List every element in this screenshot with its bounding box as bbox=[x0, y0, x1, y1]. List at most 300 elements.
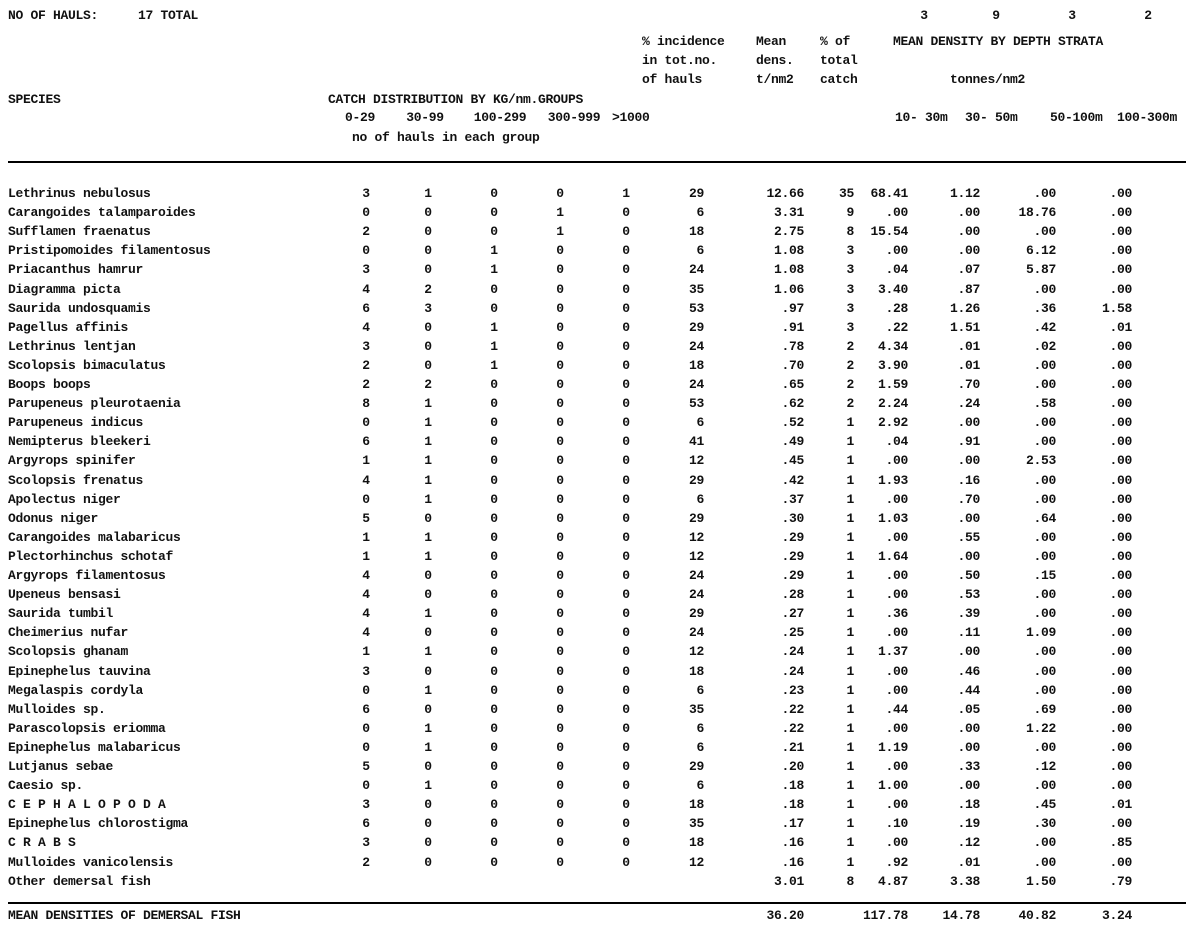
mean-density-cell: .70 bbox=[781, 358, 804, 373]
haul-count-cell: 0 bbox=[490, 568, 498, 583]
pct-catch-cell: 2 bbox=[846, 396, 854, 411]
haul-count-cell: 4 bbox=[362, 606, 370, 621]
footer-density-4: 3.24 bbox=[1101, 908, 1132, 923]
haul-count-cell: 1 bbox=[490, 339, 498, 354]
pct-catch-cell: 1 bbox=[846, 625, 854, 640]
stratum-density-cell: .00 bbox=[885, 625, 908, 640]
incidence-cell: 6 bbox=[688, 205, 704, 220]
incidence-cell: 12 bbox=[688, 549, 704, 564]
haul-count-cell: 0 bbox=[490, 721, 498, 736]
stratum-density-cell: 1.26 bbox=[949, 301, 980, 316]
mean-density-cell: .62 bbox=[781, 396, 804, 411]
haul-count-cell: 4 bbox=[362, 587, 370, 602]
stratum-density-cell: 3.40 bbox=[877, 282, 908, 297]
species-name: Scolopsis bimaculatus bbox=[8, 358, 166, 373]
incidence-header-2: in tot.no. bbox=[642, 53, 718, 68]
haul-count-cell: 0 bbox=[556, 549, 564, 564]
stratum-density-cell: 1.93 bbox=[877, 473, 908, 488]
incidence-cell: 12 bbox=[688, 453, 704, 468]
pct-catch-cell: 1 bbox=[846, 415, 854, 430]
haul-count-cell: 0 bbox=[424, 358, 432, 373]
incidence-cell: 53 bbox=[688, 301, 704, 316]
stratum-density-cell: 4.34 bbox=[877, 339, 908, 354]
haul-count-cell: 3 bbox=[362, 339, 370, 354]
haul-count-cell: 0 bbox=[424, 568, 432, 583]
stratum-density-cell: .00 bbox=[1033, 664, 1056, 679]
haul-count-cell: 0 bbox=[362, 205, 370, 220]
haul-count-cell: 0 bbox=[556, 530, 564, 545]
stratum-count-3: 3 bbox=[1068, 8, 1076, 23]
haul-count-cell: 1 bbox=[490, 243, 498, 258]
stratum-density-cell: .00 bbox=[1033, 282, 1056, 297]
haul-count-cell: 4 bbox=[362, 568, 370, 583]
pct-catch-cell: 2 bbox=[846, 339, 854, 354]
stratum-density-cell: 1.09 bbox=[1025, 625, 1056, 640]
stratum-density-cell: .00 bbox=[1033, 224, 1056, 239]
haul-count-cell: 0 bbox=[556, 358, 564, 373]
stratum-density-cell: .36 bbox=[885, 606, 908, 621]
haul-count-cell: 0 bbox=[622, 721, 630, 736]
stratum-header-1: 10- 30m bbox=[895, 110, 948, 125]
stratum-density-cell: .00 bbox=[1109, 855, 1132, 870]
pct-catch-cell: 1 bbox=[846, 664, 854, 679]
pct-catch-cell: 1 bbox=[846, 855, 854, 870]
haul-count-cell: 0 bbox=[556, 186, 564, 201]
haul-count-cell: 0 bbox=[556, 301, 564, 316]
incidence-cell: 29 bbox=[688, 186, 704, 201]
haul-count-cell: 1 bbox=[362, 644, 370, 659]
stratum-density-cell: .00 bbox=[885, 835, 908, 850]
haul-count-cell: 1 bbox=[424, 549, 432, 564]
haul-count-cell: 0 bbox=[622, 415, 630, 430]
stratum-density-cell: 1.50 bbox=[1025, 874, 1056, 889]
mean-density-cell: .16 bbox=[781, 855, 804, 870]
haul-count-cell: 0 bbox=[490, 740, 498, 755]
mean-density-cell: .20 bbox=[781, 759, 804, 774]
pct-catch-cell: 1 bbox=[846, 759, 854, 774]
stratum-density-cell: .45 bbox=[1033, 797, 1056, 812]
haul-count-cell: 0 bbox=[490, 587, 498, 602]
haul-count-cell: 0 bbox=[622, 816, 630, 831]
stratum-density-cell: .04 bbox=[885, 262, 908, 277]
species-name: Priacanthus hamrur bbox=[8, 262, 144, 277]
stratum-density-cell: .64 bbox=[1033, 511, 1056, 526]
haul-count-cell: 0 bbox=[424, 702, 432, 717]
mean-density-cell: .22 bbox=[781, 702, 804, 717]
stratum-density-cell: .01 bbox=[1109, 797, 1132, 812]
haul-count-cell: 0 bbox=[424, 816, 432, 831]
haul-count-cell: 0 bbox=[362, 740, 370, 755]
incidence-cell: 12 bbox=[688, 530, 704, 545]
stratum-density-cell: .70 bbox=[957, 492, 980, 507]
haul-count-cell: 0 bbox=[424, 320, 432, 335]
incidence-header-1: % incidence bbox=[642, 34, 725, 49]
stratum-density-cell: .00 bbox=[1109, 587, 1132, 602]
species-name: Argyrops filamentosus bbox=[8, 568, 166, 583]
stratum-density-cell: 1.19 bbox=[877, 740, 908, 755]
mean-density-cell: .23 bbox=[781, 683, 804, 698]
haul-count-cell: 0 bbox=[490, 702, 498, 717]
haul-count-cell: 0 bbox=[490, 377, 498, 392]
species-name: Sufflamen fraenatus bbox=[8, 224, 151, 239]
stratum-density-cell: .00 bbox=[1109, 625, 1132, 640]
stratum-density-cell: .00 bbox=[885, 683, 908, 698]
haul-count-cell: 0 bbox=[490, 625, 498, 640]
stratum-density-cell: .12 bbox=[1033, 759, 1056, 774]
mean-header-2: dens. bbox=[756, 53, 794, 68]
stratum-density-cell: .05 bbox=[957, 702, 980, 717]
pct-catch-cell: 1 bbox=[846, 492, 854, 507]
haul-count-cell: 3 bbox=[424, 301, 432, 316]
incidence-cell: 29 bbox=[688, 473, 704, 488]
haul-count-cell: 0 bbox=[556, 835, 564, 850]
footer-density-2: 14.78 bbox=[942, 908, 980, 923]
incidence-cell: 12 bbox=[688, 644, 704, 659]
haul-count-cell: 0 bbox=[490, 434, 498, 449]
haul-count-cell: 0 bbox=[362, 415, 370, 430]
species-name: Mulloides vanicolensis bbox=[8, 855, 174, 870]
stratum-density-cell: .12 bbox=[957, 835, 980, 850]
incidence-cell: 6 bbox=[696, 740, 704, 755]
haul-count-cell: 1 bbox=[490, 320, 498, 335]
pct-catch-cell: 1 bbox=[846, 511, 854, 526]
hauls-label: NO OF HAULS: bbox=[8, 8, 99, 23]
haul-count-cell: 1 bbox=[424, 396, 432, 411]
haul-count-cell: 0 bbox=[362, 721, 370, 736]
pct-catch-cell: 3 bbox=[846, 301, 854, 316]
incidence-cell: 6 bbox=[696, 415, 704, 430]
stratum-density-cell: 1.37 bbox=[877, 644, 908, 659]
stratum-density-cell: .11 bbox=[957, 625, 980, 640]
stratum-density-cell: .70 bbox=[957, 377, 980, 392]
haul-count-cell: 0 bbox=[424, 664, 432, 679]
stratum-density-cell: 1.00 bbox=[877, 778, 908, 793]
stratum-density-cell: .79 bbox=[1109, 874, 1132, 889]
density-title: MEAN DENSITY BY DEPTH STRATA bbox=[893, 34, 1104, 49]
stratum-density-cell: 4.87 bbox=[877, 874, 908, 889]
species-name: Plectorhinchus schotaf bbox=[8, 549, 174, 564]
incidence-cell: 18 bbox=[688, 835, 704, 850]
catch-distribution-header: CATCH DISTRIBUTION BY KG/nm.GROUPS bbox=[328, 92, 584, 107]
stratum-density-cell: .00 bbox=[1109, 205, 1132, 220]
haul-count-cell: 6 bbox=[362, 434, 370, 449]
stratum-density-cell: .00 bbox=[957, 224, 980, 239]
incidence-cell: 53 bbox=[688, 396, 704, 411]
mean-density-cell: .18 bbox=[781, 778, 804, 793]
haul-count-cell: 1 bbox=[556, 224, 564, 239]
group-header-1: 0-29 bbox=[344, 110, 375, 125]
species-name: Pristipomoides filamentosus bbox=[8, 243, 211, 258]
species-name: Lutjanus sebae bbox=[8, 759, 114, 774]
stratum-density-cell: 2.24 bbox=[877, 396, 908, 411]
haul-count-cell: 0 bbox=[556, 587, 564, 602]
stratum-density-cell: .00 bbox=[1109, 530, 1132, 545]
stratum-density-cell: 3.38 bbox=[949, 874, 980, 889]
stratum-density-cell: .87 bbox=[957, 282, 980, 297]
species-name: Lethrinus nebulosus bbox=[8, 186, 151, 201]
stratum-density-cell: .00 bbox=[1109, 453, 1132, 468]
haul-count-cell: 0 bbox=[556, 683, 564, 698]
haul-count-cell: 2 bbox=[362, 377, 370, 392]
mean-density-cell: .24 bbox=[781, 664, 804, 679]
incidence-cell: 6 bbox=[696, 243, 704, 258]
haul-count-cell: 0 bbox=[424, 205, 432, 220]
haul-count-cell: 1 bbox=[622, 186, 630, 201]
haul-count-cell: 1 bbox=[424, 434, 432, 449]
haul-count-cell: 0 bbox=[622, 473, 630, 488]
species-name: Parupeneus indicus bbox=[8, 415, 144, 430]
footer-mean: 36.20 bbox=[766, 908, 804, 923]
haul-count-cell: 0 bbox=[556, 511, 564, 526]
stratum-density-cell: .00 bbox=[1109, 568, 1132, 583]
species-name: Megalaspis cordyla bbox=[8, 683, 144, 698]
mean-density-cell: .24 bbox=[781, 644, 804, 659]
haul-count-cell: 4 bbox=[362, 282, 370, 297]
haul-count-cell: 0 bbox=[490, 492, 498, 507]
haul-count-cell: 0 bbox=[622, 339, 630, 354]
stratum-count-1: 3 bbox=[920, 8, 928, 23]
stratum-density-cell: .85 bbox=[1109, 835, 1132, 850]
stratum-density-cell: .00 bbox=[1033, 530, 1056, 545]
incidence-cell: 18 bbox=[688, 358, 704, 373]
pct-catch-cell: 8 bbox=[846, 224, 854, 239]
stratum-density-cell: .00 bbox=[1109, 778, 1132, 793]
mean-density-cell: 12.66 bbox=[766, 186, 804, 201]
stratum-density-cell: .00 bbox=[957, 205, 980, 220]
haul-count-cell: 0 bbox=[362, 778, 370, 793]
group-header-5: >1000 bbox=[612, 110, 650, 125]
haul-count-cell: 0 bbox=[556, 262, 564, 277]
haul-count-cell: 5 bbox=[362, 511, 370, 526]
haul-count-cell: 1 bbox=[362, 549, 370, 564]
stratum-density-cell: .01 bbox=[957, 855, 980, 870]
mean-density-cell: .25 bbox=[781, 625, 804, 640]
stratum-density-cell: .00 bbox=[957, 415, 980, 430]
footer-divider bbox=[8, 902, 1186, 904]
mean-density-cell: .30 bbox=[781, 511, 804, 526]
stratum-density-cell: .01 bbox=[1109, 320, 1132, 335]
incidence-cell: 24 bbox=[688, 262, 704, 277]
haul-count-cell: 0 bbox=[556, 740, 564, 755]
incidence-cell: 18 bbox=[688, 224, 704, 239]
stratum-density-cell: .00 bbox=[1109, 262, 1132, 277]
mean-density-cell: 3.01 bbox=[773, 874, 804, 889]
stratum-density-cell: .00 bbox=[885, 587, 908, 602]
mean-density-cell: .29 bbox=[781, 549, 804, 564]
species-name: Parupeneus pleurotaenia bbox=[8, 396, 181, 411]
pct-catch-cell: 2 bbox=[846, 358, 854, 373]
haul-count-cell: 1 bbox=[424, 778, 432, 793]
mean-density-cell: 2.75 bbox=[773, 224, 804, 239]
mean-density-cell: .45 bbox=[781, 453, 804, 468]
stratum-density-cell: .69 bbox=[1033, 702, 1056, 717]
mean-density-cell: .52 bbox=[781, 415, 804, 430]
haul-count-cell: 0 bbox=[622, 625, 630, 640]
mean-density-cell: .17 bbox=[781, 816, 804, 831]
haul-count-cell: 3 bbox=[362, 664, 370, 679]
haul-count-cell: 0 bbox=[622, 492, 630, 507]
stratum-density-cell: .15 bbox=[1033, 568, 1056, 583]
pct-catch-cell: 1 bbox=[846, 778, 854, 793]
haul-count-cell: 0 bbox=[490, 664, 498, 679]
stratum-density-cell: .30 bbox=[1033, 816, 1056, 831]
haul-count-cell: 1 bbox=[424, 644, 432, 659]
incidence-cell: 24 bbox=[688, 625, 704, 640]
haul-count-cell: 3 bbox=[362, 835, 370, 850]
pct-catch-cell: 1 bbox=[846, 587, 854, 602]
stratum-density-cell: .00 bbox=[885, 797, 908, 812]
species-name: Scolopsis ghanam bbox=[8, 644, 129, 659]
incidence-cell: 35 bbox=[688, 702, 704, 717]
stratum-density-cell: .00 bbox=[957, 644, 980, 659]
haul-count-cell: 0 bbox=[622, 778, 630, 793]
haul-count-cell: 2 bbox=[362, 224, 370, 239]
stratum-density-cell: 1.22 bbox=[1025, 721, 1056, 736]
haul-count-cell: 0 bbox=[556, 377, 564, 392]
stratum-density-cell: .58 bbox=[1033, 396, 1056, 411]
haul-count-cell: 0 bbox=[556, 434, 564, 449]
stratum-density-cell: .00 bbox=[1033, 683, 1056, 698]
haul-count-cell: 3 bbox=[362, 797, 370, 812]
pct-catch-cell: 1 bbox=[846, 434, 854, 449]
species-name: Carangoides malabaricus bbox=[8, 530, 181, 545]
stratum-density-cell: .00 bbox=[957, 549, 980, 564]
haul-count-cell: 1 bbox=[424, 186, 432, 201]
pct-catch-cell: 1 bbox=[846, 606, 854, 621]
species-name: Odonus niger bbox=[8, 511, 99, 526]
stratum-density-cell: 1.64 bbox=[877, 549, 908, 564]
stratum-density-cell: .00 bbox=[1109, 377, 1132, 392]
mean-header-3: t/nm2 bbox=[756, 72, 794, 87]
pct-catch-cell: 1 bbox=[846, 683, 854, 698]
haul-count-cell: 0 bbox=[622, 702, 630, 717]
stratum-density-cell: .00 bbox=[1109, 511, 1132, 526]
stratum-density-cell: 1.03 bbox=[877, 511, 908, 526]
haul-count-cell: 0 bbox=[424, 759, 432, 774]
stratum-density-cell: .91 bbox=[957, 434, 980, 449]
group-header-3: 100-299 bbox=[473, 110, 527, 125]
group-header-4: 300-999 bbox=[547, 110, 601, 125]
haul-count-cell: 1 bbox=[424, 492, 432, 507]
haul-count-cell: 0 bbox=[622, 396, 630, 411]
haul-count-cell: 0 bbox=[490, 797, 498, 812]
haul-count-cell: 0 bbox=[362, 243, 370, 258]
haul-count-cell: 0 bbox=[556, 721, 564, 736]
stratum-header-3: 50-100m bbox=[1050, 110, 1103, 125]
haul-count-cell: 1 bbox=[424, 453, 432, 468]
pct-catch-cell: 3 bbox=[846, 282, 854, 297]
haul-count-cell: 0 bbox=[490, 835, 498, 850]
stratum-density-cell: .24 bbox=[957, 396, 980, 411]
haul-count-cell: 0 bbox=[424, 587, 432, 602]
stratum-density-cell: .00 bbox=[1109, 339, 1132, 354]
stratum-density-cell: .00 bbox=[957, 511, 980, 526]
pct-catch-header-2: total bbox=[820, 53, 858, 68]
incidence-cell: 6 bbox=[696, 778, 704, 793]
stratum-density-cell: 1.59 bbox=[877, 377, 908, 392]
incidence-cell: 24 bbox=[688, 568, 704, 583]
stratum-density-cell: .00 bbox=[1109, 243, 1132, 258]
stratum-density-cell: .00 bbox=[1109, 759, 1132, 774]
stratum-density-cell: .00 bbox=[1109, 396, 1132, 411]
mean-density-cell: .65 bbox=[781, 377, 804, 392]
haul-count-cell: 0 bbox=[424, 339, 432, 354]
stratum-density-cell: .00 bbox=[885, 205, 908, 220]
stratum-header-4: 100-300m bbox=[1117, 110, 1178, 125]
haul-count-cell: 0 bbox=[622, 530, 630, 545]
stratum-density-cell: .33 bbox=[957, 759, 980, 774]
stratum-density-cell: .00 bbox=[1033, 778, 1056, 793]
haul-count-cell: 0 bbox=[622, 377, 630, 392]
mean-density-cell: .91 bbox=[781, 320, 804, 335]
haul-count-cell: 0 bbox=[556, 492, 564, 507]
stratum-density-cell: .02 bbox=[1033, 339, 1056, 354]
stratum-count-4: 2 bbox=[1144, 8, 1152, 23]
stratum-density-cell: .00 bbox=[1109, 721, 1132, 736]
incidence-cell: 29 bbox=[688, 759, 704, 774]
stratum-density-cell: .00 bbox=[957, 721, 980, 736]
haul-count-cell: 4 bbox=[362, 625, 370, 640]
haul-count-cell: 1 bbox=[424, 473, 432, 488]
pct-catch-cell: 1 bbox=[846, 473, 854, 488]
pct-catch-cell: 35 bbox=[838, 186, 854, 201]
haul-count-cell: 3 bbox=[362, 262, 370, 277]
hauls-caption: no of hauls in each group bbox=[352, 130, 540, 145]
stratum-density-cell: 68.41 bbox=[870, 186, 908, 201]
haul-count-cell: 0 bbox=[490, 282, 498, 297]
species-name: Nemipterus bleekeri bbox=[8, 434, 151, 449]
haul-count-cell: 0 bbox=[556, 243, 564, 258]
mean-density-cell: .27 bbox=[781, 606, 804, 621]
mean-density-cell: 1.06 bbox=[773, 282, 804, 297]
stratum-density-cell: .42 bbox=[1033, 320, 1056, 335]
incidence-header-3: of hauls bbox=[642, 72, 703, 87]
haul-count-cell: 0 bbox=[622, 243, 630, 258]
haul-count-cell: 1 bbox=[362, 530, 370, 545]
stratum-density-cell: .18 bbox=[957, 797, 980, 812]
mean-density-cell: .16 bbox=[781, 835, 804, 850]
haul-count-cell: 0 bbox=[556, 664, 564, 679]
haul-count-cell: 1 bbox=[424, 606, 432, 621]
stratum-density-cell: .00 bbox=[1033, 492, 1056, 507]
stratum-density-cell: .44 bbox=[885, 702, 908, 717]
mean-density-cell: .29 bbox=[781, 530, 804, 545]
haul-count-cell: 0 bbox=[490, 205, 498, 220]
mean-density-cell: .97 bbox=[781, 301, 804, 316]
mean-density-cell: 3.31 bbox=[773, 205, 804, 220]
stratum-density-cell: .04 bbox=[885, 434, 908, 449]
stratum-density-cell: .00 bbox=[1109, 683, 1132, 698]
haul-count-cell: 5 bbox=[362, 759, 370, 774]
stratum-density-cell: .16 bbox=[957, 473, 980, 488]
haul-count-cell: 4 bbox=[362, 320, 370, 335]
stratum-density-cell: .00 bbox=[885, 721, 908, 736]
mean-density-cell: .42 bbox=[781, 473, 804, 488]
stratum-density-cell: .00 bbox=[1033, 835, 1056, 850]
haul-count-cell: 0 bbox=[490, 473, 498, 488]
pct-catch-cell: 1 bbox=[846, 453, 854, 468]
haul-count-cell: 0 bbox=[424, 243, 432, 258]
haul-count-cell: 0 bbox=[622, 549, 630, 564]
stratum-density-cell: .07 bbox=[957, 262, 980, 277]
header-divider bbox=[8, 161, 1186, 163]
haul-count-cell: 0 bbox=[362, 683, 370, 698]
stratum-density-cell: .00 bbox=[1109, 549, 1132, 564]
hauls-total: 17 TOTAL bbox=[138, 8, 199, 23]
stratum-density-cell: .00 bbox=[1109, 282, 1132, 297]
stratum-density-cell: .00 bbox=[1033, 415, 1056, 430]
stratum-density-cell: .00 bbox=[885, 453, 908, 468]
